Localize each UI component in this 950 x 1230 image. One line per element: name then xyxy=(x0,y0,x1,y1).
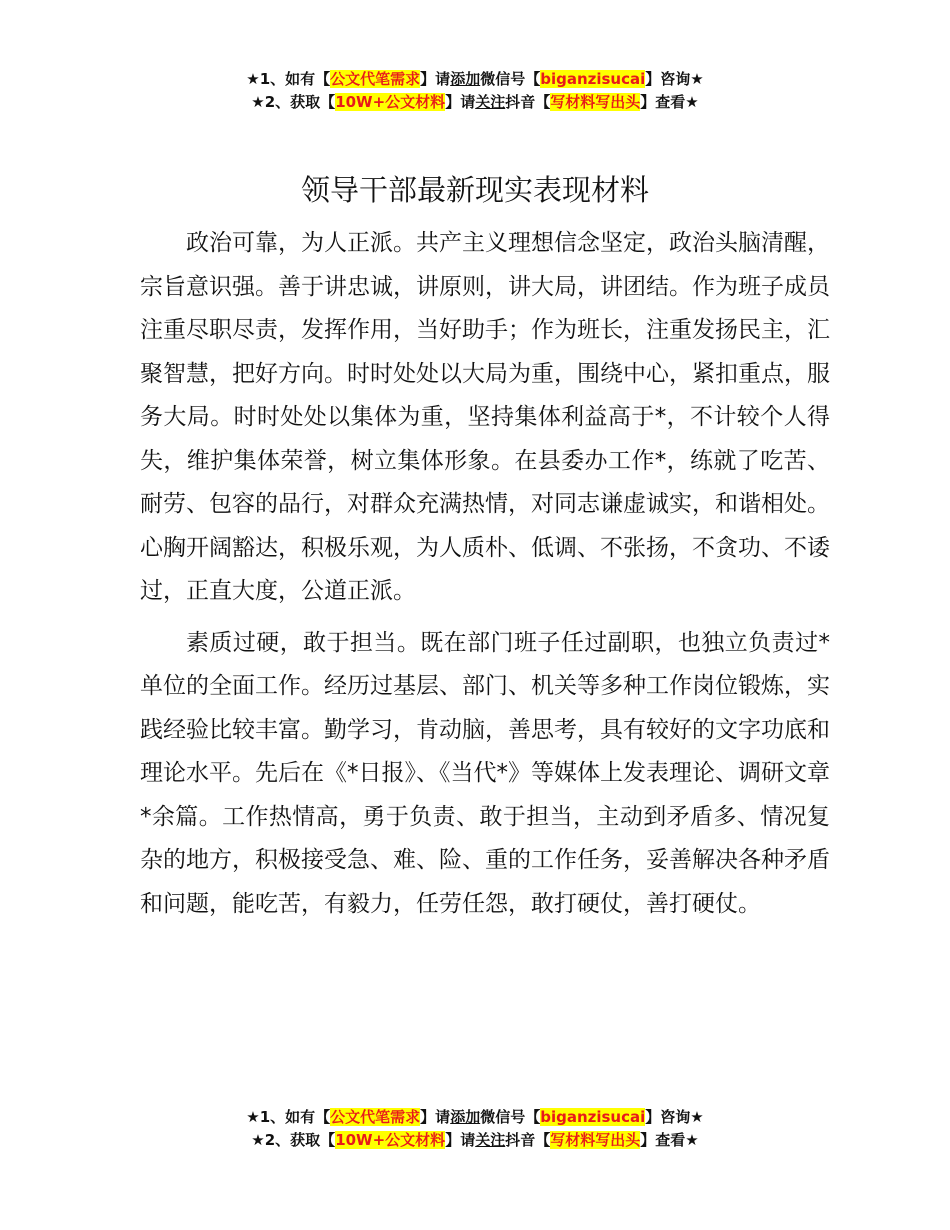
footer-highlight-wechat-id: biganzisucai xyxy=(540,1108,646,1126)
banner-line-1-mid: 】请 xyxy=(420,70,451,88)
banner-line-2-prefix: ★2、获取【 xyxy=(251,93,336,111)
banner-line-1 xyxy=(0,68,950,91)
footer-line-1-mid2: 微信号【 xyxy=(480,1108,541,1126)
footer-line-2-prefix: ★2、获取【 xyxy=(251,1131,336,1149)
footer-line-1-mid: 】请 xyxy=(420,1108,451,1126)
banner-highlight-materials: 10W+公文材料 xyxy=(335,93,446,111)
banner-line-1-mid2: 微信号【 xyxy=(480,70,541,88)
document-body xyxy=(140,222,830,926)
banner-line-2-mid: 】请 xyxy=(445,93,476,111)
banner-line-1-prefix: ★1、如有【 xyxy=(246,70,331,88)
banner-line-1-suffix: 】咨询★ xyxy=(645,70,704,88)
footer-emphasis-add: 添加 xyxy=(450,1108,481,1126)
footer-line-2-suffix: 】查看★ xyxy=(640,1131,699,1149)
banner-line-2 xyxy=(0,91,950,114)
footer-line-2-mid2: 抖音【 xyxy=(505,1131,551,1149)
header-banner xyxy=(0,68,950,114)
footer-banner xyxy=(0,1106,950,1152)
document-title: 领导干部最新现实表现材料 xyxy=(300,173,649,207)
banner-emphasis-follow: 关注 xyxy=(475,93,506,111)
footer-line-2 xyxy=(0,1129,950,1152)
banner-highlight-douyin-account: 写材料写出头 xyxy=(550,93,641,111)
footer-line-1 xyxy=(0,1106,950,1129)
footer-highlight-service: 公文代笔需求 xyxy=(330,1108,421,1126)
footer-highlight-douyin-account: 写材料写出头 xyxy=(550,1131,641,1149)
banner-emphasis-add: 添加 xyxy=(450,70,481,88)
paragraph-quality-responsibility: 素质过硬，敢于担当。既在部门班子任过副职，也独立负责过*单位的全面工作。经历过基层、部门、机关等多种工作岗位锻炼，实践经验比较丰富。勤学习，肯动脑，善思考，具有较好的文字功底和理论水平。先后在《*日报》、《当代*》等媒体上发表理论、调研文章*余篇。工作热情高，勇于负责、敢于担当，主动到矛盾多、情况复杂的地方，积极接受急、难、险、重的工作任务，妥善解决各种矛盾和问题，能吃苦，有毅力，任劳任怨，敢打硬仗，善打硬仗。 xyxy=(140,629,830,917)
banner-highlight-service: 公文代笔需求 xyxy=(330,70,421,88)
banner-line-2-suffix: 】查看★ xyxy=(640,93,699,111)
footer-line-1-prefix: ★1、如有【 xyxy=(246,1108,331,1126)
paragraph-political-reliability: 政治可靠，为人正派。共产主义理想信念坚定，政治头脑清醒，宗旨意识强。善于讲忠诚，讲原则，讲大局，讲团结。作为班子成员注重尽职尽责，发挥作用，当好助手；作为班长，注重发扬民主，汇聚智慧，把好方向。时时处处以大局为重，围绕中心，紧扣重点，服务大局。时时处处以集体为重，坚持集体利益高于*，不计较个人得失，维护集体荣誉，树立集体形象。在县委办工作*，练就了吃苦、耐劳、包容的品行，对群众充满热情，对同志谦虚诚实，和谐相处。心胸开阔豁达，积极乐观，为人质朴、低调、不张扬，不贪功、不诿过，正直大度，公道正派。 xyxy=(140,230,830,604)
footer-highlight-materials: 10W+公文材料 xyxy=(335,1131,446,1149)
banner-highlight-wechat-id: biganzisucai xyxy=(540,70,646,88)
footer-emphasis-follow: 关注 xyxy=(475,1131,506,1149)
footer-line-2-mid: 】请 xyxy=(445,1131,476,1149)
banner-line-2-mid2: 抖音【 xyxy=(505,93,551,111)
footer-line-1-suffix: 】咨询★ xyxy=(645,1108,704,1126)
